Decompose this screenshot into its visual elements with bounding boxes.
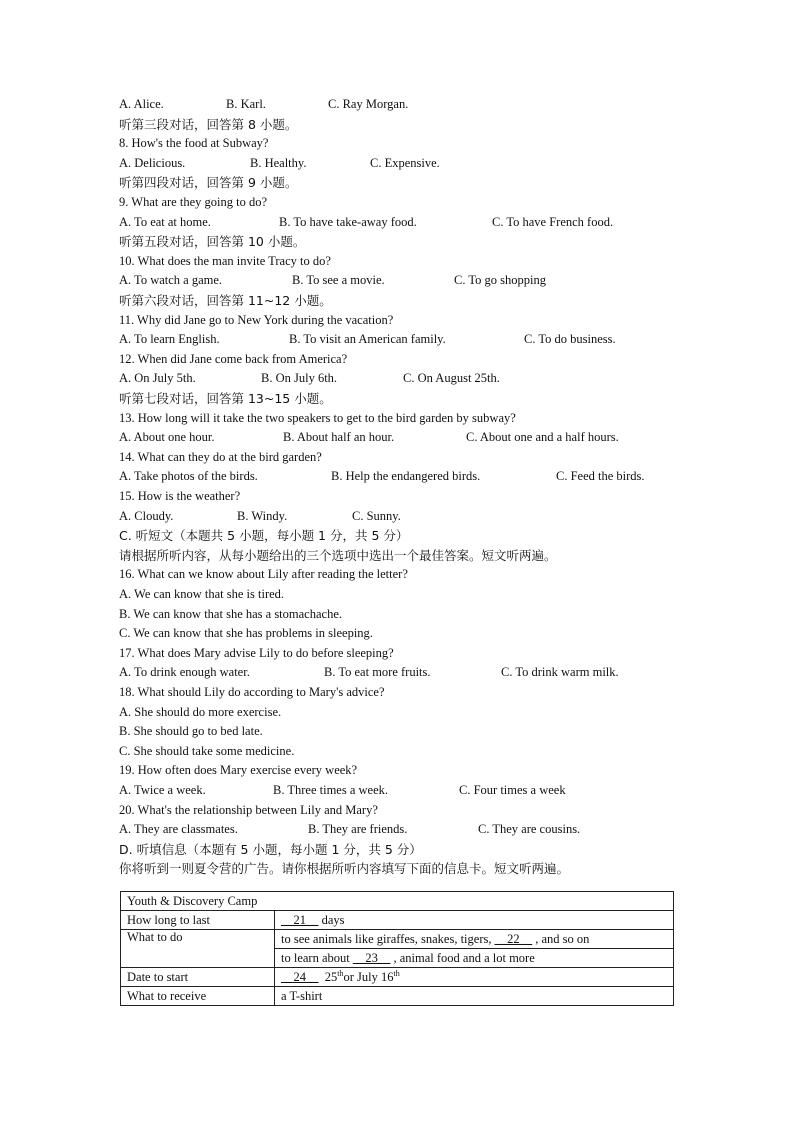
question-text: 10. What does the man invite Tracy to do? (119, 253, 331, 268)
option-b[interactable]: B. To eat more fruits. (324, 665, 431, 680)
date-sup-1: th (337, 968, 344, 978)
option-b[interactable]: B. They are friends. (308, 822, 408, 837)
section-instruction: 听第四段对话，回答第 9 小题。 (119, 175, 298, 191)
question-text: 11. Why did Jane go to New York during the vacation? (119, 312, 394, 327)
answer-blank-23[interactable]: __23__ (352, 950, 391, 965)
question-text: 16. What can we know about Lily after reading the letter? (119, 567, 408, 582)
date-cell (275, 968, 674, 987)
question-text: 8. How's the food at Subway? (119, 136, 269, 151)
question-text: 9. What are they going to do? (119, 195, 267, 209)
option-a[interactable]: A. Alice. (119, 97, 164, 111)
question-text: 14. What can they do at the bird garden? (119, 449, 322, 464)
option-b[interactable]: B. On July 6th. (261, 371, 338, 386)
option-a[interactable]: A. Take photos of the birds. (119, 469, 258, 484)
option-b[interactable]: B. To see a movie. (292, 273, 385, 288)
question-text: 15. How is the weather? (119, 489, 241, 503)
option-a[interactable]: A. To learn English. (119, 332, 220, 347)
option-a[interactable]: A. Delicious. (119, 155, 186, 170)
option-c[interactable]: C. To do business. (524, 332, 616, 347)
table-row (121, 911, 674, 930)
option-a[interactable]: A. To drink enough water. (119, 665, 250, 680)
question-text: 12. When did Jane come back from America? (119, 351, 348, 366)
option-b[interactable]: B. Healthy. (250, 155, 307, 170)
info-card-title: Youth & Discovery Camp (121, 892, 674, 911)
what-to-do-1-tail: , and so on (532, 931, 590, 946)
how-long-unit: days (318, 912, 345, 927)
section-instruction: 听第七段对话，回答第 13~15 小题。 (119, 391, 332, 406)
option-a[interactable]: A. On July 5th. (119, 371, 196, 386)
option-b[interactable]: B. Three times a week. (273, 783, 389, 797)
date-sup-2: th (393, 968, 400, 978)
option-a[interactable]: A. To eat at home. (119, 214, 211, 229)
section-instruction: C. 听短文（本题共 5 小题，每小题 1 分，共 5 分） (119, 528, 409, 544)
option-c[interactable]: C. Feed the birds. (556, 469, 645, 484)
receive-value: a T-shirt (275, 987, 674, 1006)
how-long-label: How long to last (121, 911, 275, 930)
info-card-title-row (121, 892, 674, 911)
what-to-do-cell-1 (275, 930, 674, 949)
table-row (121, 930, 674, 949)
option-c[interactable]: C. About one and a half hours. (466, 430, 619, 445)
option-a[interactable]: A. Twice a week. (119, 783, 206, 797)
option-b[interactable]: B. To have take-away food. (279, 214, 417, 229)
option-c[interactable]: C. Four times a week (459, 783, 566, 797)
what-to-do-cell-2 (275, 949, 674, 968)
answer-blank-24[interactable]: __24__ (281, 969, 319, 984)
question-text: 19. How often does Mary exercise every week? (119, 763, 358, 778)
what-to-do-1-text: to see animals like giraffes, snakes, tigers, (281, 931, 495, 946)
option-b[interactable]: B. About half an hour. (283, 430, 395, 445)
table-row (121, 968, 674, 987)
question-text: 17. What does Mary advise Lily to do before sleeping? (119, 645, 394, 660)
section-instruction: 请根据所听内容，从每小题给出的三个选项中选出一个最佳答案。短文听两遍。 (119, 547, 557, 563)
receive-label: What to receive (121, 987, 275, 1006)
question-text: C. We can know that she has problems in sleeping. (119, 626, 373, 641)
date-label: Date to start (121, 968, 275, 987)
option-b[interactable]: B. To visit an American family. (289, 332, 446, 347)
question-text: A. We can know that she is tired. (119, 587, 285, 601)
option-c[interactable]: C. To have French food. (492, 214, 614, 229)
question-text: B. We can know that she has a stomachache. (119, 606, 342, 621)
option-a[interactable]: A. To watch a game. (119, 273, 223, 288)
date-mid: or July 16 (343, 969, 394, 984)
option-c[interactable]: C. Sunny. (352, 508, 401, 523)
what-to-do-2-text: to learn about (281, 950, 353, 965)
question-text: A. She should do more exercise. (119, 704, 282, 719)
section-instruction: D. 听填信息（本题有 5 小题，每小题 1 分，共 5 分） (119, 841, 422, 857)
question-text: 20. What's the relationship between Lily and Mary? (119, 802, 378, 817)
option-c[interactable]: C. Expensive. (370, 155, 440, 170)
answer-blank-22[interactable]: __22__ (494, 931, 533, 946)
option-c[interactable]: C. To drink warm milk. (501, 665, 619, 680)
what-to-do-label: What to do (121, 930, 275, 968)
question-text: C. She should take some medicine. (119, 743, 295, 758)
answer-blank-21[interactable]: __21__ (281, 912, 319, 927)
section-instruction: 听第六段对话，回答第 11~12 小题。 (119, 293, 332, 308)
how-long-cell (275, 911, 674, 930)
option-a[interactable]: A. They are classmates. (119, 822, 238, 837)
option-c[interactable]: C. They are cousins. (478, 822, 581, 837)
what-to-do-2-tail: , animal food and a lot more (390, 950, 535, 965)
table-row (121, 987, 674, 1006)
option-c[interactable]: C. Ray Morgan. (328, 97, 409, 111)
option-c[interactable]: C. On August 25th. (403, 371, 500, 386)
question-text: 13. How long will it take the two speakers to get to the bird garden by subway? (119, 410, 516, 425)
section-instruction: 听第三段对话，回答第 8 小题。 (119, 116, 298, 132)
section-instruction: 你将听到一则夏令营的广告。请你根据所听内容填写下面的信息卡。短文听两遍。 (119, 861, 570, 877)
option-b[interactable]: B. Help the endangered birds. (331, 469, 481, 484)
question-text: B. She should go to bed late. (119, 724, 263, 739)
section-instruction: 听第五段对话，回答第 10 小题。 (119, 234, 306, 250)
option-c[interactable]: C. To go shopping (454, 273, 546, 288)
option-a[interactable]: A. Cloudy. (119, 508, 174, 523)
info-card-table (120, 891, 674, 1006)
question-text: 18. What should Lily do according to Mary's advice? (119, 685, 385, 699)
option-b[interactable]: B. Karl. (226, 97, 266, 111)
date-day-1: 25 (324, 969, 338, 984)
option-a[interactable]: A. About one hour. (119, 430, 215, 445)
option-b[interactable]: B. Windy. (237, 508, 288, 523)
